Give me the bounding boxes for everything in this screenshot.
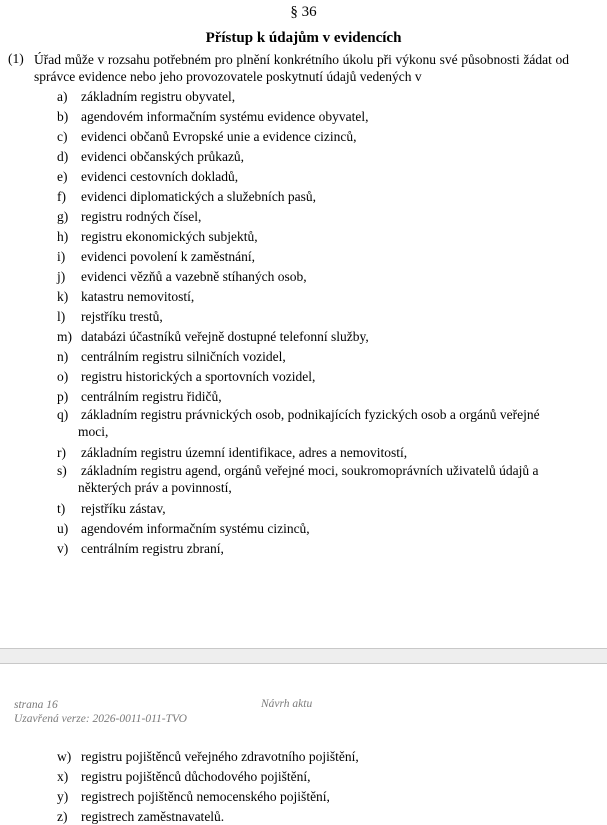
list-item-text: agendovém informačním systému evidence obyvatel, [81,109,369,124]
list-item [57,388,222,405]
list-item-text: registru pojištěnců veřejného zdravotního pojištění, [81,749,359,764]
list-item-label: w) [57,749,72,764]
list-item [57,808,224,825]
page-number: strana 16 [14,699,58,711]
list-item [57,228,258,245]
list-item-text: rejstříku zástav, [81,501,166,516]
list-item [57,444,407,461]
list-item-label: u) [57,521,69,536]
list-item-label: p) [57,389,69,404]
list-item-label: r) [57,445,66,460]
list-item-label: o) [57,369,69,384]
list-item [57,540,224,557]
list-item-continuation: moci, [78,424,109,439]
list-item-text: evidenci občanů Evropské unie a evidence cizinců, [81,129,357,144]
list-item [57,328,369,345]
list-item [57,768,310,785]
clause-number: (1) [8,51,24,66]
list-item-label: q) [57,407,69,422]
list-item-label: v) [57,541,69,556]
page-break [0,648,607,664]
list-item-text: registru pojištěnců důchodového pojištění, [81,769,311,784]
draft-label: Návrh aktu [261,698,313,710]
list-item-label: z) [57,809,68,824]
list-item [57,108,369,125]
list-item [57,462,569,496]
list-item-text: registrech pojištěnců nemocenského pojištění, [81,789,330,804]
list-item-label: k) [57,289,69,304]
list-item-label: m) [57,329,72,344]
list-item-label: a) [57,89,68,104]
section-number: § 36 [290,4,317,20]
list-item-continuation: některých práv a povinností, [78,480,232,495]
list-item-label: d) [57,149,69,164]
page-footer [14,698,187,726]
list-item [57,368,315,385]
list-item [57,168,238,185]
list-item-text: evidenci povolení k zaměstnání, [81,249,255,264]
list-item-text: rejstříku trestů, [81,309,163,324]
version-label: Uzavřená verze: 2026-0011-011-TVO [14,713,187,725]
list-item-text: centrálním registru zbraní, [81,541,224,556]
list-item-text: registrech zaměstnavatelů. [81,809,225,824]
list-item [57,348,286,365]
list-item [57,208,201,225]
list-item-text: registru historických a sportovních vozidel, [81,369,316,384]
list-item [57,520,310,537]
list-item [57,748,359,765]
list-item-label: y) [57,789,69,804]
list-item [57,128,357,145]
list-item-text: databázi účastníků veřejně dostupné telefonní služby, [81,329,369,344]
list-item-label: c) [57,129,68,144]
list-item-text: katastru nemovitostí, [81,289,195,304]
list-item-label: g) [57,209,69,224]
list-item [57,788,330,805]
list-item-label: j) [57,269,66,284]
list-item-label: l) [57,309,66,324]
list-item [57,288,194,305]
list-item-text: základním registru územní identifikace, adres a nemovitostí, [81,445,408,460]
list-item [57,268,307,285]
list-item-text: evidenci občanských průkazů, [81,149,245,164]
list-item-label: t) [57,501,66,516]
list-item-text: registru ekonomických subjektů, [81,229,258,244]
list-item-label: s) [57,463,67,478]
list-item-text: základním registru právnických osob, podnikajících fyzických osob a orgánů veřejné [81,407,540,422]
list-item-text: evidenci diplomatických a služebních pasů, [81,189,317,204]
list-item-label: i) [57,249,66,264]
list-item-label: e) [57,169,68,184]
list-item [57,248,255,265]
list-item-text: evidenci vězňů a vazebně stíhaných osob, [81,269,307,284]
list-item-text: základním registru obyvatel, [81,89,236,104]
list-item [57,500,166,517]
list-item-text: centrálním registru silničních vozidel, [81,349,286,364]
list-item-label: h) [57,229,69,244]
list-item-text: evidenci cestovních dokladů, [81,169,239,184]
list-item-label: n) [57,349,69,364]
list-item-text: centrálním registru řidičů, [81,389,222,404]
list-item [57,148,244,165]
list-item [57,308,163,325]
list-item-label: b) [57,109,69,124]
list-item [57,188,316,205]
list-item-text: základním registru agend, orgánů veřejné moci, soukromoprávních uživatelů údajů a [81,463,539,478]
list-item-label: x) [57,769,69,784]
list-item [57,88,235,105]
list-item-label: f) [57,189,66,204]
list-item-text: registru rodných čísel, [81,209,202,224]
clause-text: Úřad může v rozsahu potřebném pro plnění konkrétního úkolu při výkonu své působnosti žádat od správce evidence nebo jeho provozovatele poskytnutí údajů vedených v [34,52,569,84]
list-item-text: agendovém informačním systému cizinců, [81,521,310,536]
list-item [57,406,569,440]
section-title: Přístup k údajům v evidencích [205,30,402,46]
